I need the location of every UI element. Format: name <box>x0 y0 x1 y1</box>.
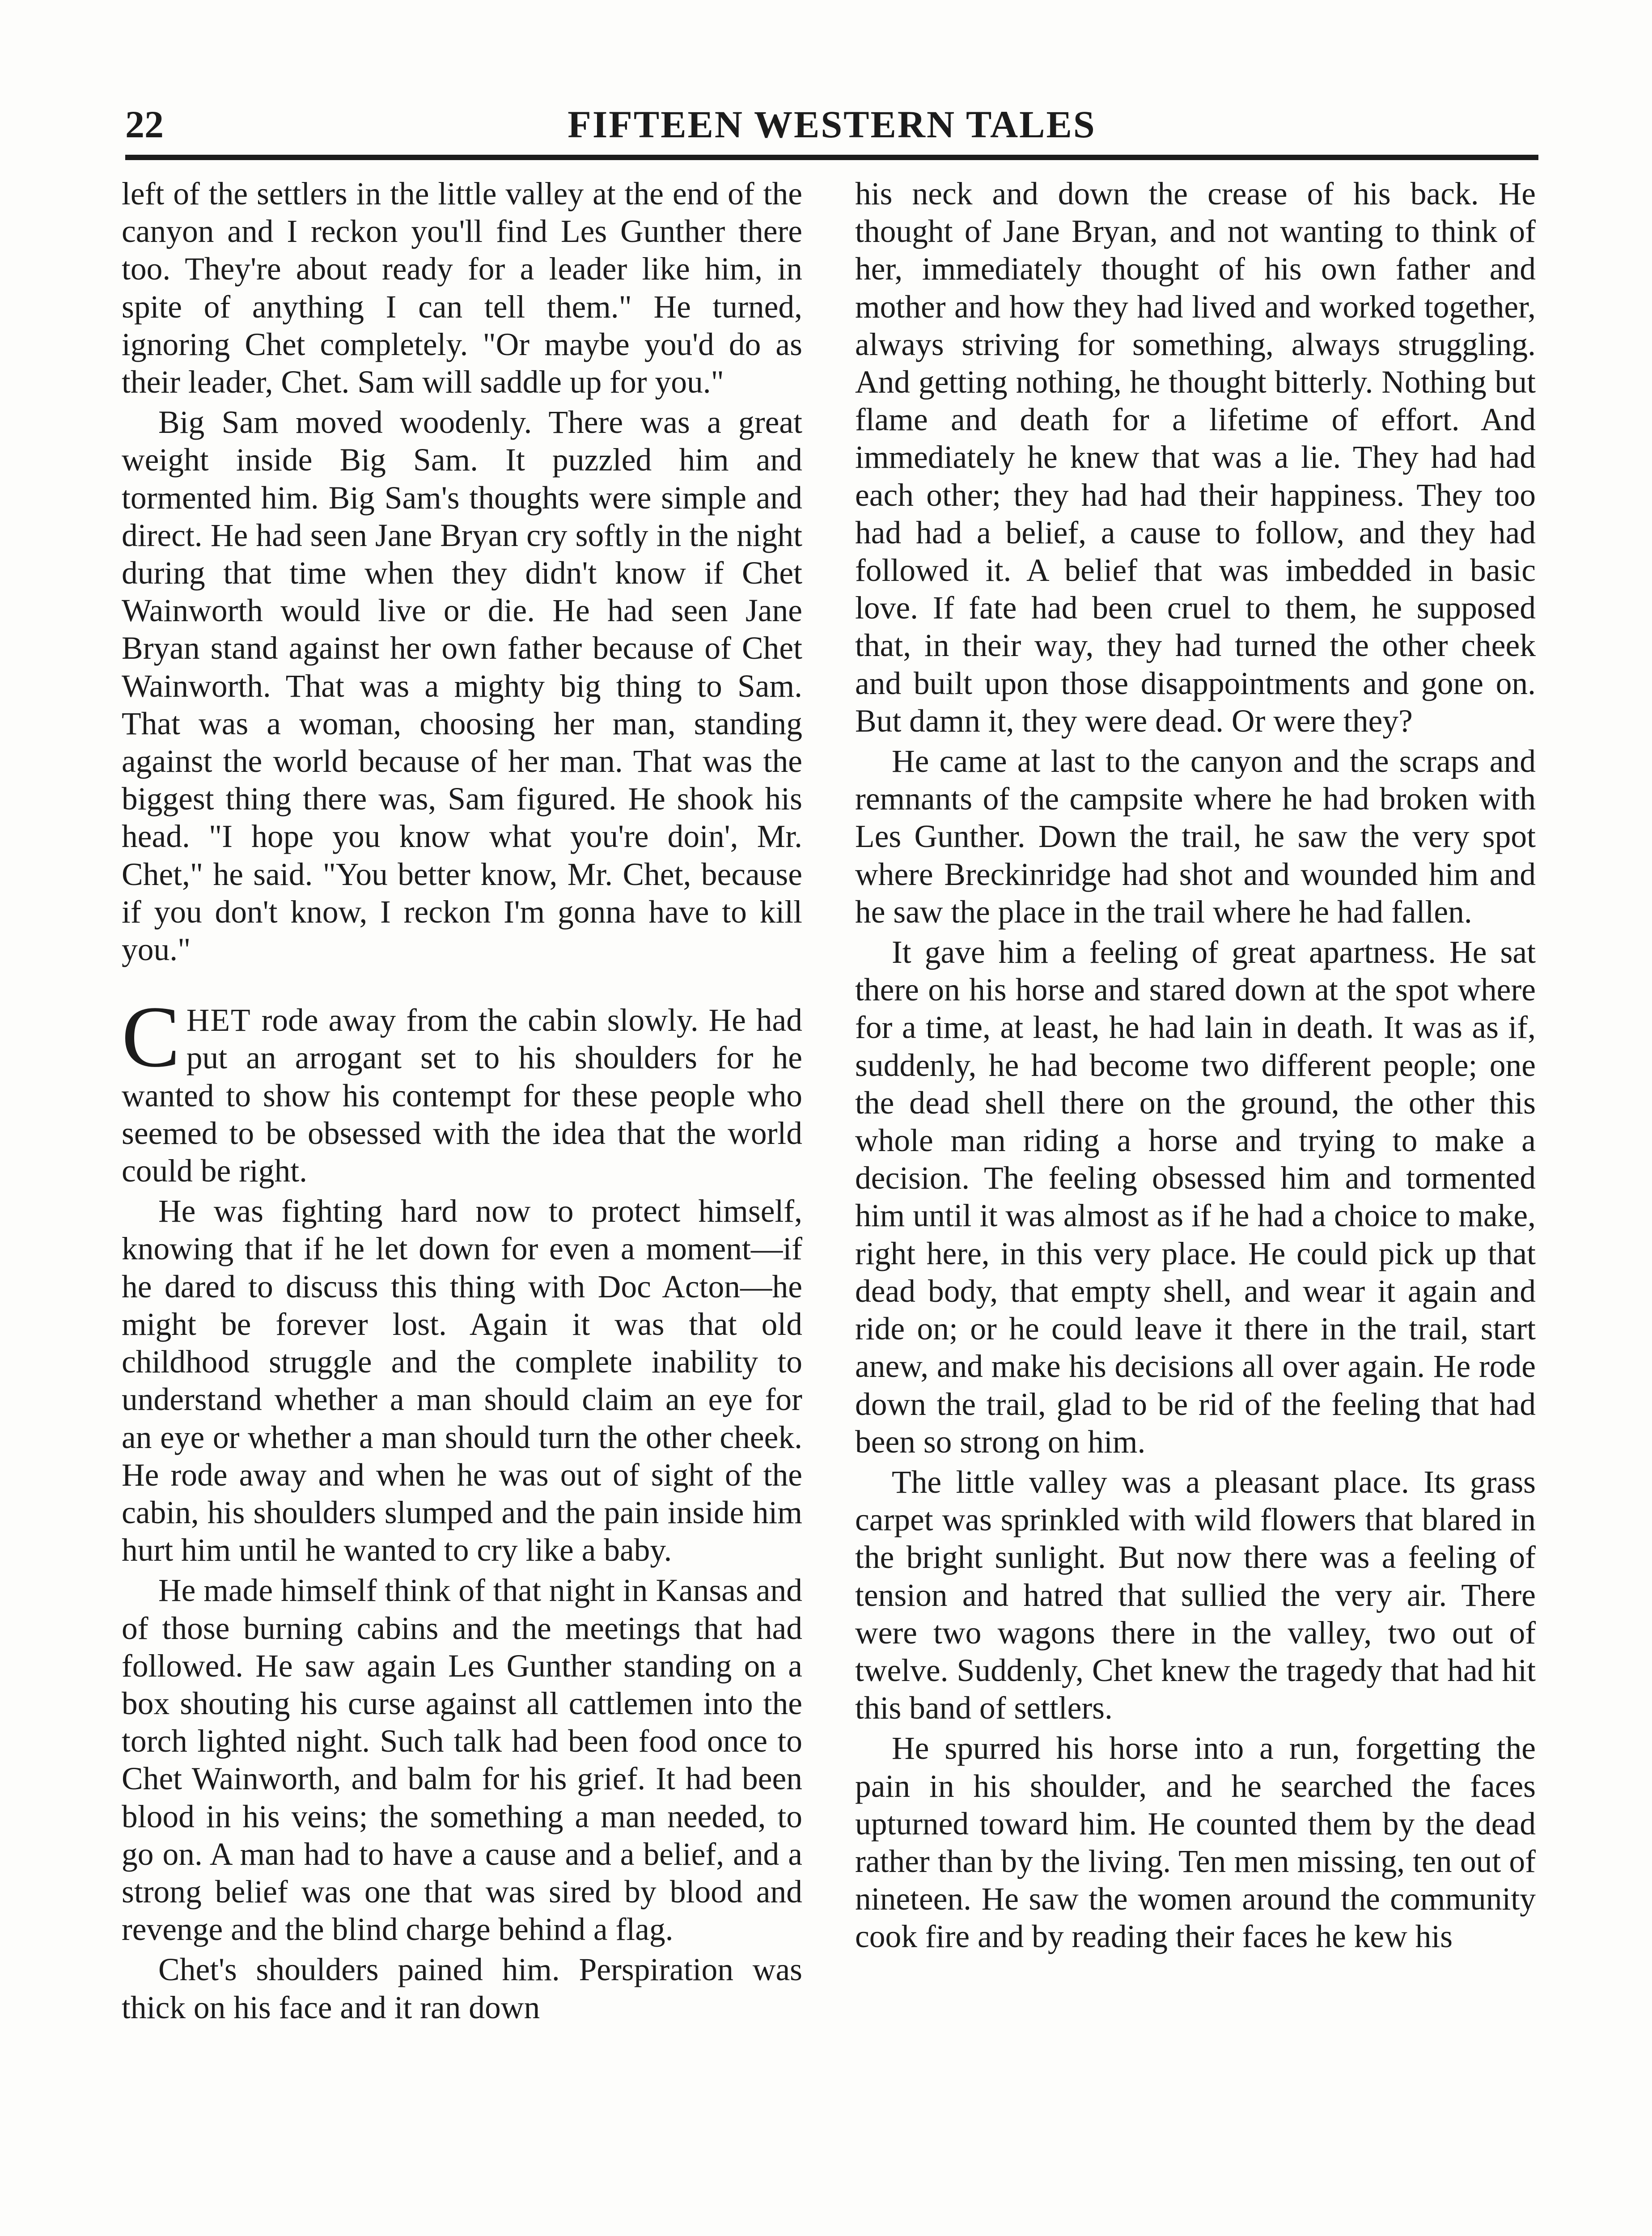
paragraph-text: rode away from the cabin slowly. He had put an arrogant set to his shoulders for he wanted to show his contempt for these people who seemed to be obsessed with the idea that the world could be right. <box>122 1003 802 1189</box>
paragraph: Big Sam moved woodenly. There was a great weight inside Big Sam. It puzzled him and tormented him. Big Sam's thoughts were simple and direct. He had seen Jane Bryan cry softly in the night during that time when they didn't know if Chet Wainworth would live or die. He had seen Jane Bryan stand against her own father because of Chet Wainworth. That was a mighty big thing to Sam. That was a woman, choosing her man, standing against the world because of her man. That was the biggest thing there was, Sam figured. He shook his head. "I hope you know what you're doin', Mr. Chet," he said. "You better know, Mr. Chet, because if you don't know, I reckon I'm gonna have to kill you." <box>122 405 802 968</box>
paragraph: The little valley was a pleasant place. Its grass carpet was sprinkled with wild flowers that blared in the bright sunlight. But now there was a feeling of tension and hatred that sullied the very air. There were two wagons there in the valley, two out of twelve. Suddenly, Chet knew the tragedy that had hit this band of settlers. <box>855 1464 1536 1726</box>
right-column <box>855 175 1536 1959</box>
small-caps-lead: HET <box>186 1003 251 1038</box>
paragraph: his neck and down the crease of his back. He thought of Jane Bryan, and not wanting to think of her, immediately thought of his own father and mother and how they had lived and worked together, always striving for something, always struggling. And getting nothing, he thought bitterly. Nothing but flame and death for a lifetime of effort. And immediately he knew that was a lie. They had had each other; they had had their happiness. They too had had a belief, a cause to follow, and they had followed it. A belief that was imbedded in basic love. If fate had been cruel to them, he supposed that, in their way, they had turned the other cheek and built upon those disappointments and gone on. But damn it, they were dead. Or were they? <box>855 176 1536 739</box>
drop-cap: C <box>122 988 180 1086</box>
page-header <box>125 97 1538 156</box>
paragraph: left of the settlers in the little valley at the end of the canyon and I reckon you'll find Les Gunther there too. They're about ready for a leader like him, in spite of anything I can tell them." He turned, ignoring Chet completely. "Or maybe you'd do as their leader, Chet. Sam will saddle up for you." <box>122 176 802 400</box>
running-title: FIFTEEN WESTERN TALES <box>568 103 1096 146</box>
paragraph: He was fighting hard now to protect himself, knowing that if he let down for even a moment—if he dared to discuss this thing with Doc Acton—he might be forever lost. Again it was that old childhood struggle and the complete inability to understand whether a man should claim an eye for an eye or whether a man should turn the other cheek. He rode away and when he was out of sight of the cabin, his shoulders slumped and the pain inside him hurt him until he wanted to cry like a baby. <box>122 1194 802 1568</box>
paragraph: He made himself think of that night in Kansas and of those burning cabins and the meetings that had followed. He saw again Les Gunther standing on a box shouting his curse against all cattlemen into the torch lighted night. Such talk had been food once to Chet Wainworth, and balm for his grief. It had been blood in his veins; the something a man needed, to go on. A man had to have a cause and a belief, and a strong belief was one that was sired by blood and revenge and the blind charge behind a flag. <box>122 1573 802 1948</box>
paragraph: He came at last to the canyon and the scraps and remnants of the campsite where he had broken with Les Gunther. Down the trail, he saw the very spot where Breckinridge had shot and wounded him and he saw the place in the trail where he had fallen. <box>855 744 1536 930</box>
header-rule <box>125 155 1538 160</box>
paragraph: He spurred his horse into a run, forgetting the pain in his shoulder, and he searched the faces upturned toward him. He counted them by the dead rather than by the living. Ten men missing, ten out of nineteen. He saw the women around the community cook fire and by reading their faces he kew his <box>855 1731 1536 1955</box>
section-opening-paragraph <box>122 988 802 1190</box>
paragraph: It gave him a feeling of great apartness. He sat there on his horse and stared down at the spot where for a time, at least, he had lain in death. It was as if, suddenly, he had become two different people; one the dead shell there on the ground, the other this whole man riding a horse and trying to make a decision. The feeling obsessed him and tormented him until it was almost as if he had a choice to make, right here, in this very place. He could pick up that dead body, that empty shell, and wear it again and ride on; or he could leave it there in the trail, start anew, and make his decisions all over again. He rode down the trail, glad to be rid of the feeling that had been so strong on him. <box>855 935 1536 1460</box>
page-number: 22 <box>125 103 164 146</box>
paragraph: Chet's shoulders pained him. Perspiration was thick on his face and it ran down <box>122 1952 802 2025</box>
left-column <box>122 175 802 2029</box>
